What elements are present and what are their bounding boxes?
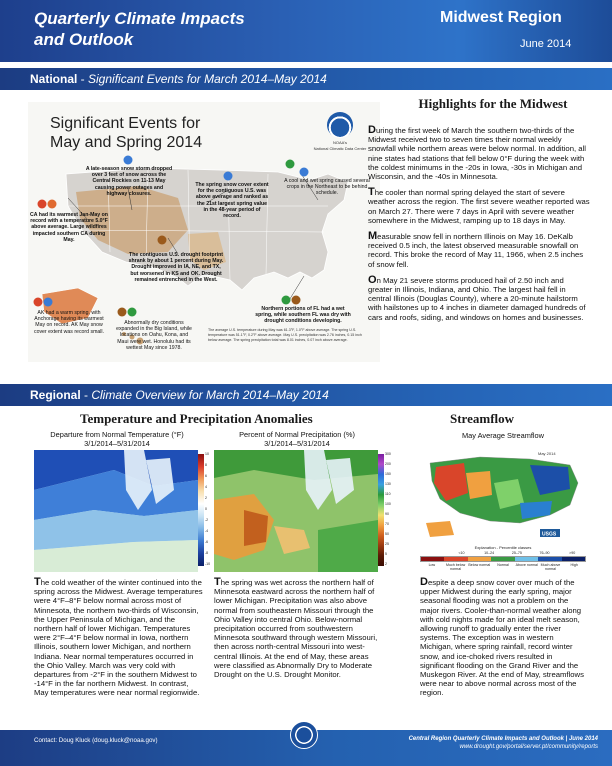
region-name: Midwest Region xyxy=(440,9,562,26)
temp-colorbar xyxy=(198,454,204,566)
temp-scale-tick-label: 10 xyxy=(205,452,209,456)
temp-caption-line-2: 3/1/2014–5/31/2014 xyxy=(84,439,150,448)
national-band xyxy=(0,68,612,90)
regional-label: Regional xyxy=(30,388,81,402)
temp-scale-tick-label: -8 xyxy=(205,551,209,555)
temp-scale-tick-label: 2 xyxy=(205,496,207,500)
highlight-paragraph: The cooler than normal spring delayed the start of severe weather across the region. The first severe weather reported was on March 27. There were 7 days in April with severe weather somewhere in the Midwest, ramping up to 18 days in May. xyxy=(368,186,590,225)
legend-swatch xyxy=(421,557,444,561)
map-title xyxy=(50,114,202,152)
legend-swatch xyxy=(468,557,491,561)
report-date: June 2014 xyxy=(520,38,572,50)
precip-scale-tick-label: 50 xyxy=(385,532,389,536)
annotation-rockies-snow: A late-season snow storm dropped over 3 feet of snow across the Central Rockies on 11-13 May causing power outages and highway closures. xyxy=(85,166,173,197)
streamflow-map-graphic xyxy=(420,443,586,543)
svg-text:USGS: USGS xyxy=(542,531,557,538)
regional-subtitle: Climate Overview for March 2014–May 2014 xyxy=(91,388,329,402)
precipitation-text: The spring was wet across the northern half of Minnesota eastward across the northern half of lower Michigan. Precipitation was also above normal from southeastern Missouri through the Ohio Valley into central Ohio. Below-normal precipitation occurred from southwestern Minnesota southward through western Missouri, then across north-central Missouri into west-central Illinois. At the end of May, these areas were classified as Abnormally Dry to Moderate Drought on the U.S. Drought Monitor. xyxy=(214,576,378,680)
precip-scale-tick-label: 90 xyxy=(385,512,389,516)
annotation-snow-cover: The spring snow cover extent for the contiguous U.S. was above average and ranked as the 21st largest spring value in the 48-year period of record. xyxy=(195,182,269,220)
footer-citation xyxy=(409,735,598,751)
band-separator: - xyxy=(80,388,92,402)
highlights-title: Highlights for the Midwest xyxy=(418,96,568,111)
national-subtitle: Significant Events for March 2014–May 2014 xyxy=(88,72,327,86)
precip-scale-tick-label: 5 xyxy=(385,552,387,556)
ncdc-logo-line-1: NOAA's xyxy=(332,140,348,145)
anomalies-heading: Temperature and Precipitation Anomalies xyxy=(80,411,313,426)
legend-range: <10 xyxy=(458,551,465,555)
map-title-line-2: May and Spring 2014 xyxy=(50,134,203,151)
streamflow-caption: May Average Streamflow xyxy=(461,431,545,440)
temp-map-caption xyxy=(28,430,206,448)
precip-scale-tick-label: 200 xyxy=(385,462,391,466)
temp-scale-tick-label: 6 xyxy=(205,474,207,478)
precip-caption-line-2: 3/1/2014–5/31/2014 xyxy=(264,439,330,448)
temp-caption-line-1: Departure from Normal Temperature (°F) xyxy=(50,430,184,439)
legend-range: 10–24 xyxy=(484,551,495,555)
precip-scale-tick-label: 25 xyxy=(385,542,389,546)
wet-icon-hi xyxy=(128,308,137,317)
precip-scale-tick-label: 100 xyxy=(385,502,391,506)
snow-cover-icon xyxy=(224,172,233,181)
ncdc-logo xyxy=(302,112,378,152)
precip-scale-tick-label: 150 xyxy=(385,472,391,476)
legend-range: 76–90 xyxy=(539,551,550,555)
temp-scale-tick-label: 8 xyxy=(205,463,207,467)
temperature-text: The cold weather of the winter continued into the spring across the Midwest. Average temperatures were 4°F–8°F below normal across most of Minnesota, the northern two-thirds of Wisconsin, the Upper Peninsula of Michigan, and the northern half of lower Michigan. Temperatures were 2°F–4°F below normal in Iowa, northern Illinois, southern lower Michigan, and northern Indiana. Near normal temperatures occurred in the Ohio Valley. March was very cold with departures from -2°F in the southern Midwest to -14°F in the far northern Midwest. In contrast, May temperatures were near normal regionwide. xyxy=(34,576,203,698)
footer-title: Central Region Quarterly Climate Impacts and Outlook | June 2014 xyxy=(408,736,598,742)
highlight-paragraph: Measurable snow fell in northern Illinois on May 16. DeKalb received 0.5 inch, the latest observed measurable snowfall on record. This broke the record of May 11, 1966, when 2.5 inches of snow fell. xyxy=(368,230,584,269)
drought-icon xyxy=(158,236,167,245)
legend-swatch xyxy=(515,557,538,561)
precipitation-percent-map xyxy=(214,450,378,572)
legend-label: Much below normal xyxy=(445,563,466,571)
regional-band xyxy=(0,384,612,406)
legend-label: Much above normal xyxy=(540,563,561,571)
streamflow-map-label xyxy=(538,451,556,456)
precip-scale-tick-label: 70 xyxy=(385,522,389,526)
temp-scale-tick-label: -2 xyxy=(205,518,209,522)
temp-scale-tick-label: -10 xyxy=(205,562,211,566)
legend-swatch xyxy=(562,557,585,561)
map-title-line-1: Significant Events for xyxy=(50,115,201,132)
legend-swatches xyxy=(420,556,586,562)
streamflow-map xyxy=(420,443,586,543)
title-line-1: Quarterly Climate Impacts xyxy=(34,9,245,28)
annotation-florida: Northern portions of FL had a wet spring, while southern FL was dry with drought conditions developing. xyxy=(255,306,351,325)
legend-label: Normal xyxy=(497,563,509,567)
temp-scale-tick-label: 0 xyxy=(205,507,207,511)
header-band xyxy=(0,0,612,62)
precip-scale-tick-label: 2 xyxy=(385,562,387,566)
precip-map-graphic xyxy=(214,450,378,572)
temperature-departure-map xyxy=(34,450,198,572)
highlight-paragraph: On May 21 severe storms produced hail of 2.50 inch and greater in Illinois, Indiana, and Ohio. The largest hail fell in central Illinois (Douglas County), where a 20-minute hailstorm with hailstones up to 4 inches in diameter damaged hundreds of cars and roofs, siding, and windows on homes and businesses. xyxy=(368,273,586,322)
wet-icon xyxy=(286,160,295,169)
svg-text:May 2014: May 2014 xyxy=(538,451,556,456)
annotation-california: CA had its warmest Jan-May on record with a temperature 5.0°F above average. Large wildfires impacted southern CA during May. xyxy=(30,212,108,243)
legend-label: Low xyxy=(428,563,436,567)
dry-icon-hi xyxy=(118,308,127,317)
temp-map-graphic xyxy=(34,450,198,572)
legend-label: Below normal xyxy=(468,563,491,567)
legend-swatch xyxy=(538,557,561,561)
legend-swatch xyxy=(444,557,467,561)
snow-icon-ak xyxy=(44,298,53,307)
temp-scale-tick-label: -4 xyxy=(205,529,209,533)
footer-url[interactable]: www.drought.gov/portal/server.pt/community/reports xyxy=(459,744,598,751)
temp-scale-tick-label: -6 xyxy=(205,540,209,544)
contact-info: Contact: Doug Kluck (doug.kluck@noaa.gov) xyxy=(34,737,158,744)
annotation-hawaii: Abnormally dry conditions expanded in the Big Island, while locations on Oahu, Kona, and Maui were wet. Honolulu had its wettest May since 1978. xyxy=(116,320,192,351)
precip-scale-tick-label: 110 xyxy=(385,492,391,496)
dry-icon-fl xyxy=(292,296,301,305)
wet-icon-fl xyxy=(282,296,291,305)
band-separator: - xyxy=(77,72,89,86)
precip-map-caption xyxy=(208,430,386,448)
noaa-seal-icon xyxy=(327,112,353,138)
annotation-alaska: AK had a warm spring, with Anchorage having its warmest May on record. AK May snow cover extent was record small. xyxy=(33,310,105,335)
usgs-logo xyxy=(540,529,560,538)
precip-scale-tick-label: 300 xyxy=(385,452,391,456)
legend-swatch xyxy=(491,557,514,561)
streamflow-legend xyxy=(420,545,586,571)
cool-icon xyxy=(300,168,309,177)
streamflow-text: Despite a deep snow cover over much of the upper Midwest during the early spring, major seasonal flooding was not a problem on the major rivers. Cooler-than-normal weather along with cold nights made for an ideal melt season, allowing runoff to gradually enter the river systems. The exception was in western Michigan, where spring rainfall, record winter snow, and ice-choked rivers resulted in significant flooding on the Grand River and the Muskegon River. At the end of May, streamflows were near to above normal across most of the region. xyxy=(420,576,584,698)
ncdc-logo-line-2: National Climatic Data Center xyxy=(313,146,367,151)
us-summary-note: The average U.S. temperature during May was 61.3°F, 1.0°F above average. The spring U.S. temperature was 51.1°F, 0.2°F above average. May U.S. precipitation was 2.76 inches, 0.15 inch below average. The spring precipitation total was 8.01 inches, 0.07 inch above average. xyxy=(208,328,362,342)
annotation-northeast: A cool and wet spring caused several crops in the Northeast to be behind schedule. xyxy=(284,178,370,197)
temp-scale-tick-label: 4 xyxy=(205,485,207,489)
precip-scale-tick-label: 130 xyxy=(385,482,391,486)
legend-ranges xyxy=(420,551,586,555)
report-title xyxy=(34,8,334,50)
legend-range: >90 xyxy=(569,551,576,555)
highlights-body xyxy=(368,126,590,329)
noaa-logo-icon xyxy=(290,721,318,749)
precip-caption-line-1: Percent of Normal Precipitation (%) xyxy=(239,430,355,439)
national-label: National xyxy=(30,72,78,86)
highlight-paragraph: During the first week of March the southern two-thirds of the Midwest received two to seven times their normal weekly snowfall while northern areas were below normal. In addition, all nine states had stations that fell below 0°F during the week with the coldest minimums in the -20s in Iowa, -30s in Michigan and Wisconsin, and the -40s in Minnesota. xyxy=(368,124,586,182)
fire-icon xyxy=(48,200,57,209)
annotation-drought: The contiguous U.S. drought footprint shrank by about 1 percent during May. Drought improved in IA, NE, and TX, but worsened in KS and OK. Drought remained entrenched in the West. xyxy=(128,252,224,283)
warm-icon-ak xyxy=(34,298,43,307)
precip-colorbar xyxy=(378,454,384,566)
legend-label: High xyxy=(570,563,578,567)
warm-icon-ca xyxy=(38,200,47,209)
significant-events-map xyxy=(28,102,380,362)
legend-labels xyxy=(420,563,586,571)
streamflow-heading: Streamflow xyxy=(450,411,515,426)
title-line-2: and Outlook xyxy=(34,30,134,49)
snow-icon xyxy=(124,156,133,165)
legend-range xyxy=(420,551,448,555)
legend-title: Explanation - Percentile classes xyxy=(474,545,532,550)
legend-label: Above normal xyxy=(515,563,538,567)
legend-range: 25–75 xyxy=(511,551,522,555)
